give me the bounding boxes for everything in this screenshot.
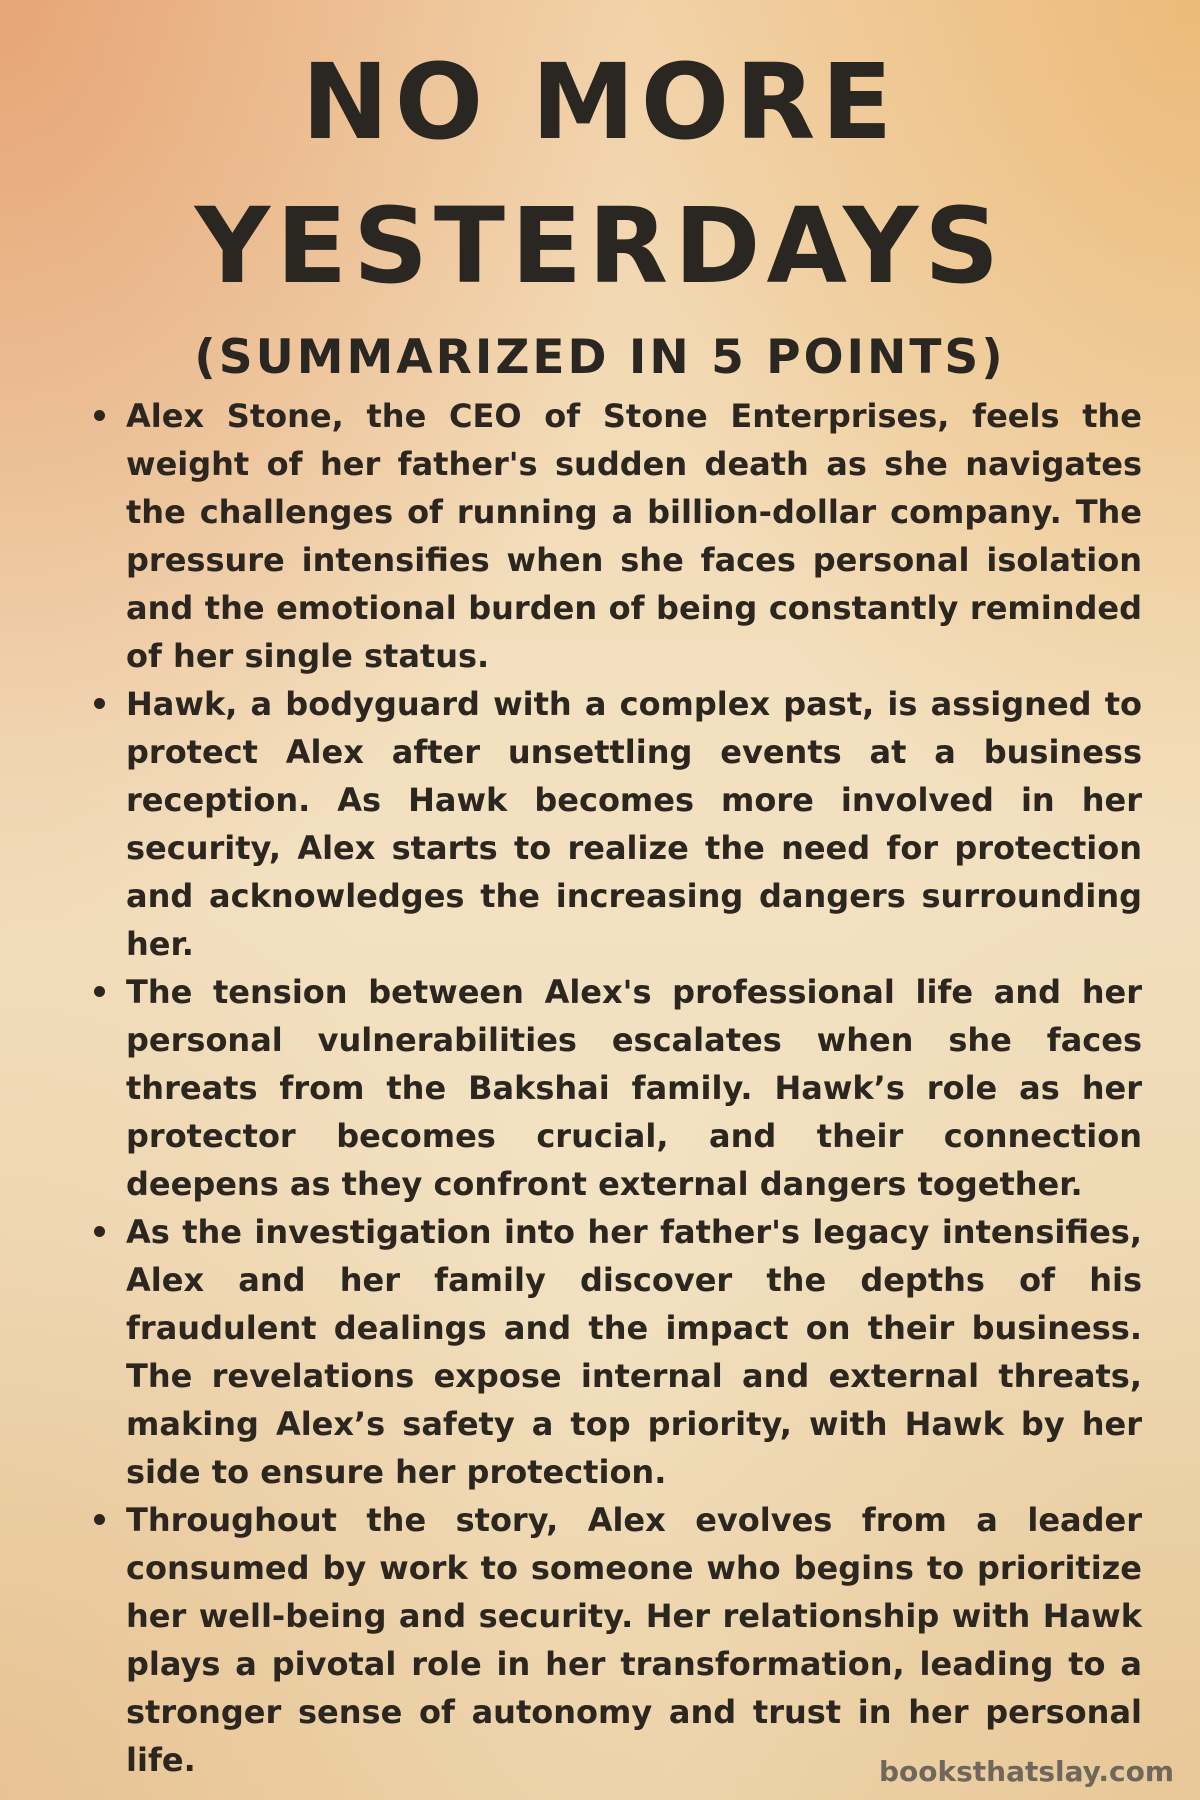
- summary-points-list: [92, 392, 1142, 1784]
- summary-point-1: [92, 392, 1142, 680]
- summary-point-text: Hawk, a bodyguard with a complex past, is assigned to protect Alex after unsettling events at a business reception. As Hawk becomes more involved in her security, Alex starts to realize the need for protection and acknowledges the increasing dangers surrounding her.: [126, 685, 1142, 963]
- title-line-2: YESTERDAYS: [194, 185, 1006, 307]
- bullet-icon: [94, 986, 105, 997]
- summary-point-4: [92, 1208, 1142, 1496]
- bullet-icon: [94, 698, 105, 709]
- summary-point-text: As the investigation into her father's legacy intensifies, Alex and her family discover the depths of his fraudulent dealings and the impact on their business. The revelations expose internal and external threats, making Alex’s safety a top priority, with Hawk by her side to ensure her protection.: [126, 1213, 1142, 1491]
- source-watermark: booksthatslay.com: [878, 1755, 1174, 1788]
- bullet-icon: [94, 1226, 105, 1237]
- summary-point-text: Alex Stone, the CEO of Stone Enterprises, feels the weight of her father's sudden death as she navigates the challenges of running a billion-dollar company. The pressure intensifies when she faces personal isolation and the emotional burden of being constantly reminded of her single status.: [126, 397, 1142, 675]
- summary-point-text: The tension between Alex's professional life and her personal vulnerabilities escalates when she faces threats from the Bakshai family. Hawk’s role as her protector becomes crucial, and their connection deepens as they confront external dangers together.: [126, 973, 1142, 1203]
- summary-point-3: [92, 968, 1142, 1208]
- summary-point-text: Throughout the story, Alex evolves from a leader consumed by work to someone who begins to prioritize her well-being and security. Her relationship with Hawk plays a pivotal role in her transformation, leading to a stronger sense of autonomy and trust in her personal life.: [126, 1501, 1142, 1779]
- summary-point-5: [92, 1496, 1142, 1784]
- subtitle: (SUMMARIZED IN 5 POINTS): [194, 330, 1006, 385]
- bullet-icon: [94, 410, 105, 421]
- summary-point-2: [92, 680, 1142, 968]
- bullet-icon: [94, 1514, 105, 1525]
- title-line-1: NO MORE: [301, 41, 899, 163]
